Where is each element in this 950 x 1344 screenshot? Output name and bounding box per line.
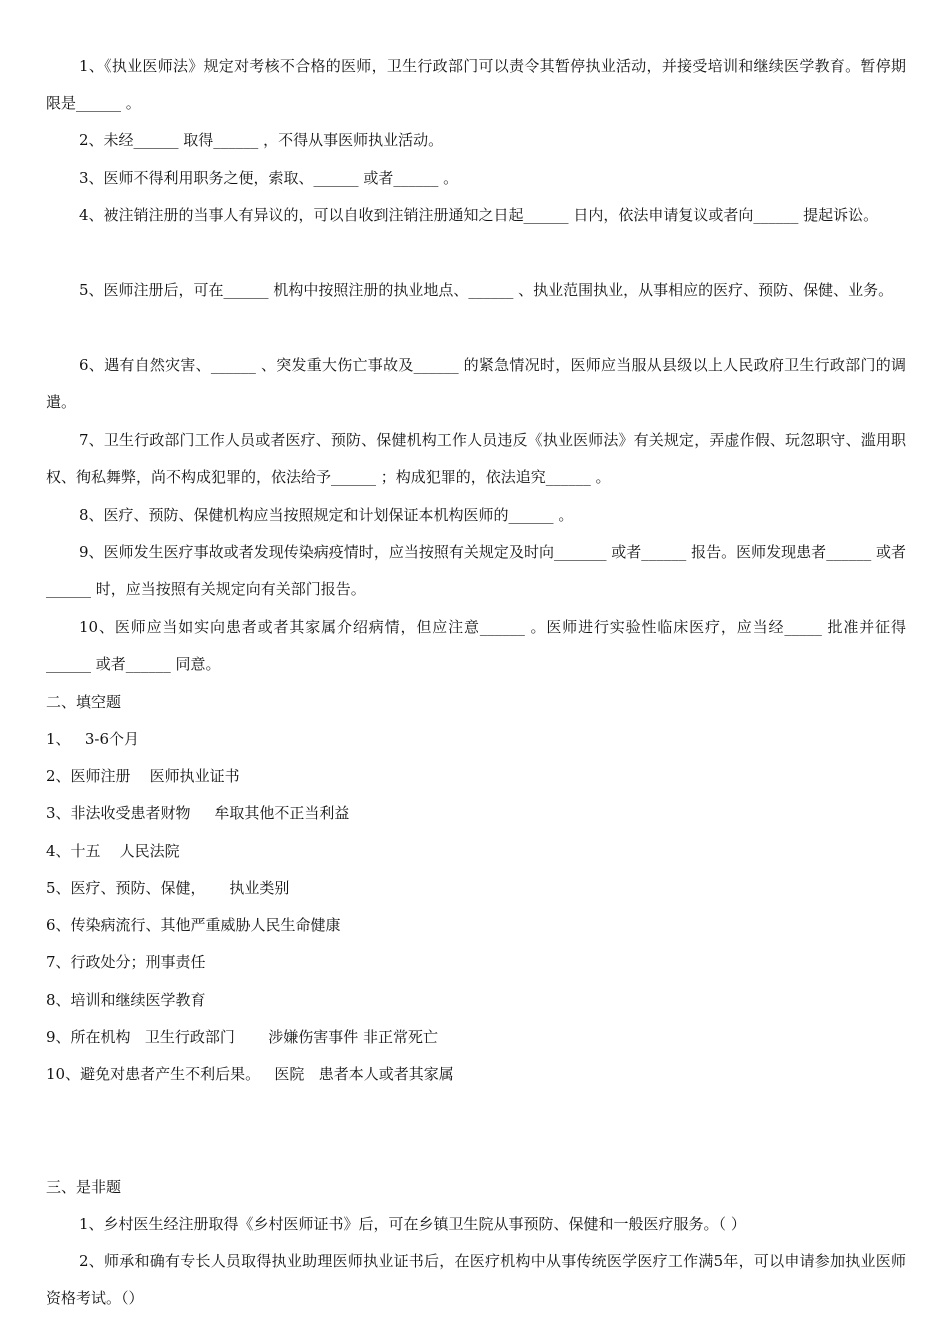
answer-5: 5、医疗、预防、保健， 执业类别: [46, 879, 290, 897]
tf-question-1: 1、乡村医生经注册取得《乡村医师证书》后，可在乡镇卫生院从事预防、保健和一般医疗服务。（ ）: [79, 1215, 746, 1233]
answer-4: 4、十五 人民法院: [46, 842, 180, 860]
question-10: 10、医师应当如实向患者或者其家属介绍病情，但应注意______ 。医师进行实验性临床医疗，应当经_____ 批准并征得______ 或者______ 同意。: [46, 618, 906, 673]
answers-heading: 二、填空题: [46, 693, 122, 711]
answer-3: 3、非法收受患者财物 牟取其他不正当利益: [46, 804, 350, 822]
question-4: 4、被注销注册的当事人有异议的，可以自收到注销注册通知之日起______ 日内，依法申请复议或者向______ 提起诉讼。: [79, 206, 879, 224]
tf-question-2: 2、师承和确有专长人员取得执业助理医师执业证书后，在医疗机构中从事传统医学医疗工作满5年，可以申请参加执业医师资格考试。（）: [46, 1252, 906, 1307]
question-9: 9、医师发生医疗事故或者发现传染病疫情时，应当按照有关规定及时向_______ 或者______ 报告。医师发现患者______ 或者______ 时，应当按照有关规定向有关部门报告。: [46, 543, 906, 598]
question-3: 3、医师不得利用职务之便，索取、______ 或者______ 。: [79, 169, 459, 187]
question-7: 7、卫生行政部门工作人员或者医疗、预防、保健机构工作人员违反《执业医师法》有关规定，弄虚作假、玩忽职守、滥用职权、徇私舞弊，尚不构成犯罪的，依法给予______ ；构成犯罪的，依法追究______ 。: [46, 431, 906, 486]
answer-2: 2、医师注册 医师执业证书: [46, 767, 240, 785]
true-false-heading: 三、是非题: [46, 1178, 122, 1196]
answer-9: 9、所在机构 卫生行政部门 涉嫌伤害事件 非正常死亡: [46, 1028, 438, 1046]
question-8: 8、医疗、预防、保健机构应当按照规定和计划保证本机构医师的______ 。: [79, 506, 574, 524]
question-2: 2、未经______ 取得______ ，不得从事医师执业活动。: [79, 131, 444, 149]
answer-6: 6、传染病流行、其他严重威胁人民生命健康: [46, 916, 341, 934]
question-5: 5、医师注册后，可在______ 机构中按照注册的执业地点、______ 、执业范围执业，从事相应的医疗、预防、保健、业务。: [79, 281, 894, 299]
answer-1: 1、 3-6个月: [46, 730, 140, 748]
answer-8: 8、培训和继续医学教育: [46, 991, 206, 1009]
question-6: 6、遇有自然灾害、______ 、突发重大伤亡事故及______ 的紧急情况时，医师应当服从县级以上人民政府卫生行政部门的调遣。: [46, 356, 906, 411]
question-1: 1、《执业医师法》规定对考核不合格的医师，卫生行政部门可以责令其暂停执业活动，并接受培训和继续医学教育。暂停期限是______ 。: [46, 57, 906, 112]
answer-7: 7、行政处分；刑事责任: [46, 953, 206, 971]
answer-10: 10、避免对患者产生不利后果。 医院 患者本人或者其家属: [46, 1065, 454, 1083]
